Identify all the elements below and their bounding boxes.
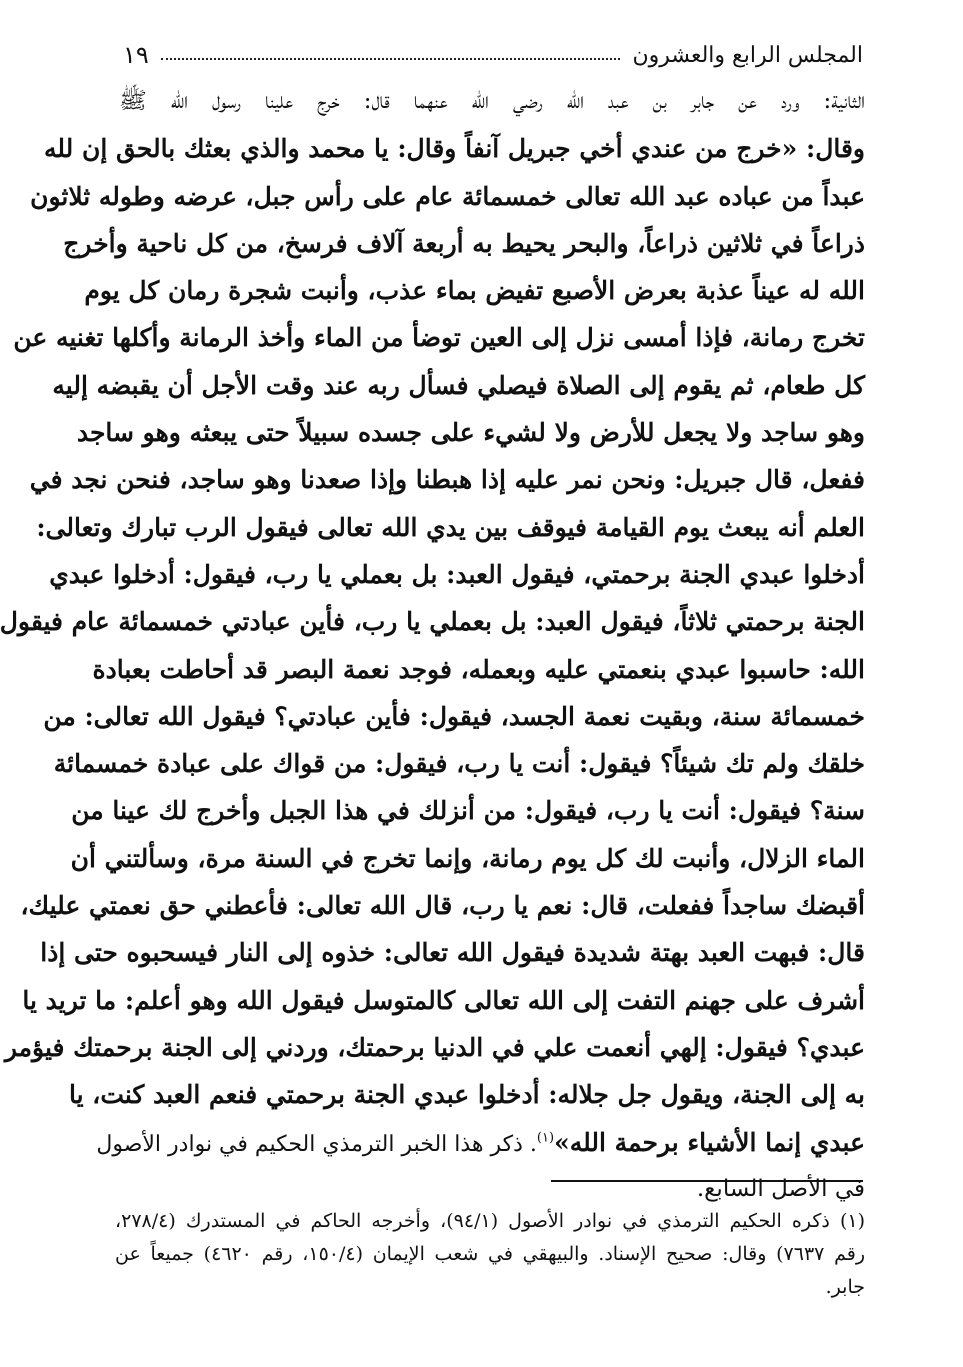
text-line: أقبضك ساجداً ففعلت، قال: نعم يا رب، قال الله تعالى: فأعطني حق نعمتي عليك، [20, 891, 865, 921]
text-line: ذراعاً في ثلاثين ذراعاً، والبحر يحيط به أربعة آلاف فرسخ، من كل ناحية وأخرج [63, 228, 865, 258]
text-line: عبداً من عباده عبد الله تعالى خمسمائة عام على رأس جبل، عرضه وطوله ثلاثون [30, 181, 865, 211]
footnote-line: رقم ٧٦٣٧) وقال: صحيح الإسناد. والبيهقي في شعب الإيمان (١٥٠/٤، رقم ٤٦٢٠) جميعاً عن [115, 1243, 865, 1265]
text-line: الجنة برحمتي ثلاثاً، فيقول العبد: بل بعملي يا رب، فأين عبادتي خمسمائة عام فيقول [0, 607, 865, 637]
header-dotted-leader [161, 58, 621, 60]
footnote-line: جابر. [825, 1276, 865, 1298]
text-line: الماء الزلال، وأنبت لك كل يوم رمانة، وإنما تخرج في السنة مرة، وسألتني أن [70, 843, 865, 873]
text-line: العلم أنه يبعث يوم القيامة فيوقف بين يدي الله تعالى فيقول الرب تبارك وتعالى: [36, 512, 865, 542]
footnote-line: (١) ذكره الحكيم الترمذي في نوادر الأصول (٩٤/١)، وأخرجه الحاكم في المستدرك (٢٧٨/٤، [115, 1210, 866, 1232]
text-line: كل طعام، ثم يقوم إلى الصلاة فيصلي فسأل ربه عند وقت الأجل أن يقبضه إليه [52, 370, 865, 400]
text-line: خلقك ولم تك شيئاً؟ فيقول: أنت يا رب، فيقول: من قواك على عبادة خمسمائة [53, 749, 865, 779]
text-line: به إلى الجنة، ويقول جل جلاله: أدخلوا عبدي الجنة برحمتي فنعم العبد كنت، يا [68, 1080, 865, 1110]
footnotes [115, 1205, 865, 1304]
main-text [0, 78, 865, 1213]
text-line: ففعل، قال جبريل: ونحن نمر عليه إذا هبطنا وإذا صعدنا وهو ساجد، فنحن نجد في [29, 465, 865, 495]
text-line: وهو ساجد ولا يجعل للأرض ولا لشيء على جسده سبيلاً حتى يبعثه وهو ساجد [76, 418, 865, 448]
text-line: عبدي؟ فيقول: إلهي أنعمت علي في الدنيا برحمتك، وردني إلى الجنة برحمتك فيؤمر [4, 1032, 865, 1062]
text-line: تخرج رمانة، فإذا أمسى نزل إلى العين توضأ من الماء وأخذ الرمانة وأكلها تغنيه عن [13, 323, 865, 353]
running-header [123, 38, 863, 72]
text-line: خمسمائة سنة، وبقيت نعمة الجسد، فيقول: فأين عبادتي؟ فيقول الله تعالى: من [43, 701, 865, 731]
text-line: أشرف على جهنم التفت إلى الله تعالى كالمتوسل فيقول الله وهو أعلم: ما تريد يا [22, 985, 865, 1015]
text-line-mixed [96, 1119, 865, 1166]
footnote-reference: (١) [536, 1130, 555, 1146]
footnote-separator [551, 1180, 863, 1182]
commentary-text: . ذكر هذا الخبر الترمذي الحكيم في نوادر الأصول [96, 1131, 537, 1157]
text-line: قال: فبهت العبد بهتة شديدة فيقول الله تعالى: خذوه إلى النار فيسحبوه حتى إذا [40, 938, 865, 968]
text-line: الله له عيناً عذبة بعرض الأصبع تفيض بماء عذب، وأنبت شجرة رمان كل يوم [84, 276, 865, 306]
text-line: الله: حاسبوا عبدي بنعمتي عليه وبعمله، فوجد نعمة البصر قد أحاطت بعبادة [92, 654, 865, 684]
text-line: سنة؟ فيقول: أنت يا رب، فيقول: من أنزلك في هذا الجبل وأخرج لك عينا من [71, 796, 865, 826]
text-line: أدخلوا عبدي الجنة برحمتي، فيقول العبد: بل بعملي يا رب، فيقول: أدخلوا عبدي [49, 559, 865, 589]
text-line: وقال: «خرج من عندي أخي جبريل آنفاً وقال: يا محمد والذي بعثك بالحق إن لله [43, 134, 865, 164]
text-line: الثانية: ورد عن جابر بن عبد الله رضي الله عنهما قال: خرج علينا رسول الله ﷺ [119, 88, 865, 114]
hadith-ending: عبدي إنما الأشياء برحمة الله» [554, 1127, 865, 1157]
text-line-last: في الأصل السابع. [696, 1175, 865, 1202]
page-number: ١٩ [123, 41, 149, 69]
chapter-title: المجلس الرابع والعشرون [632, 42, 863, 68]
